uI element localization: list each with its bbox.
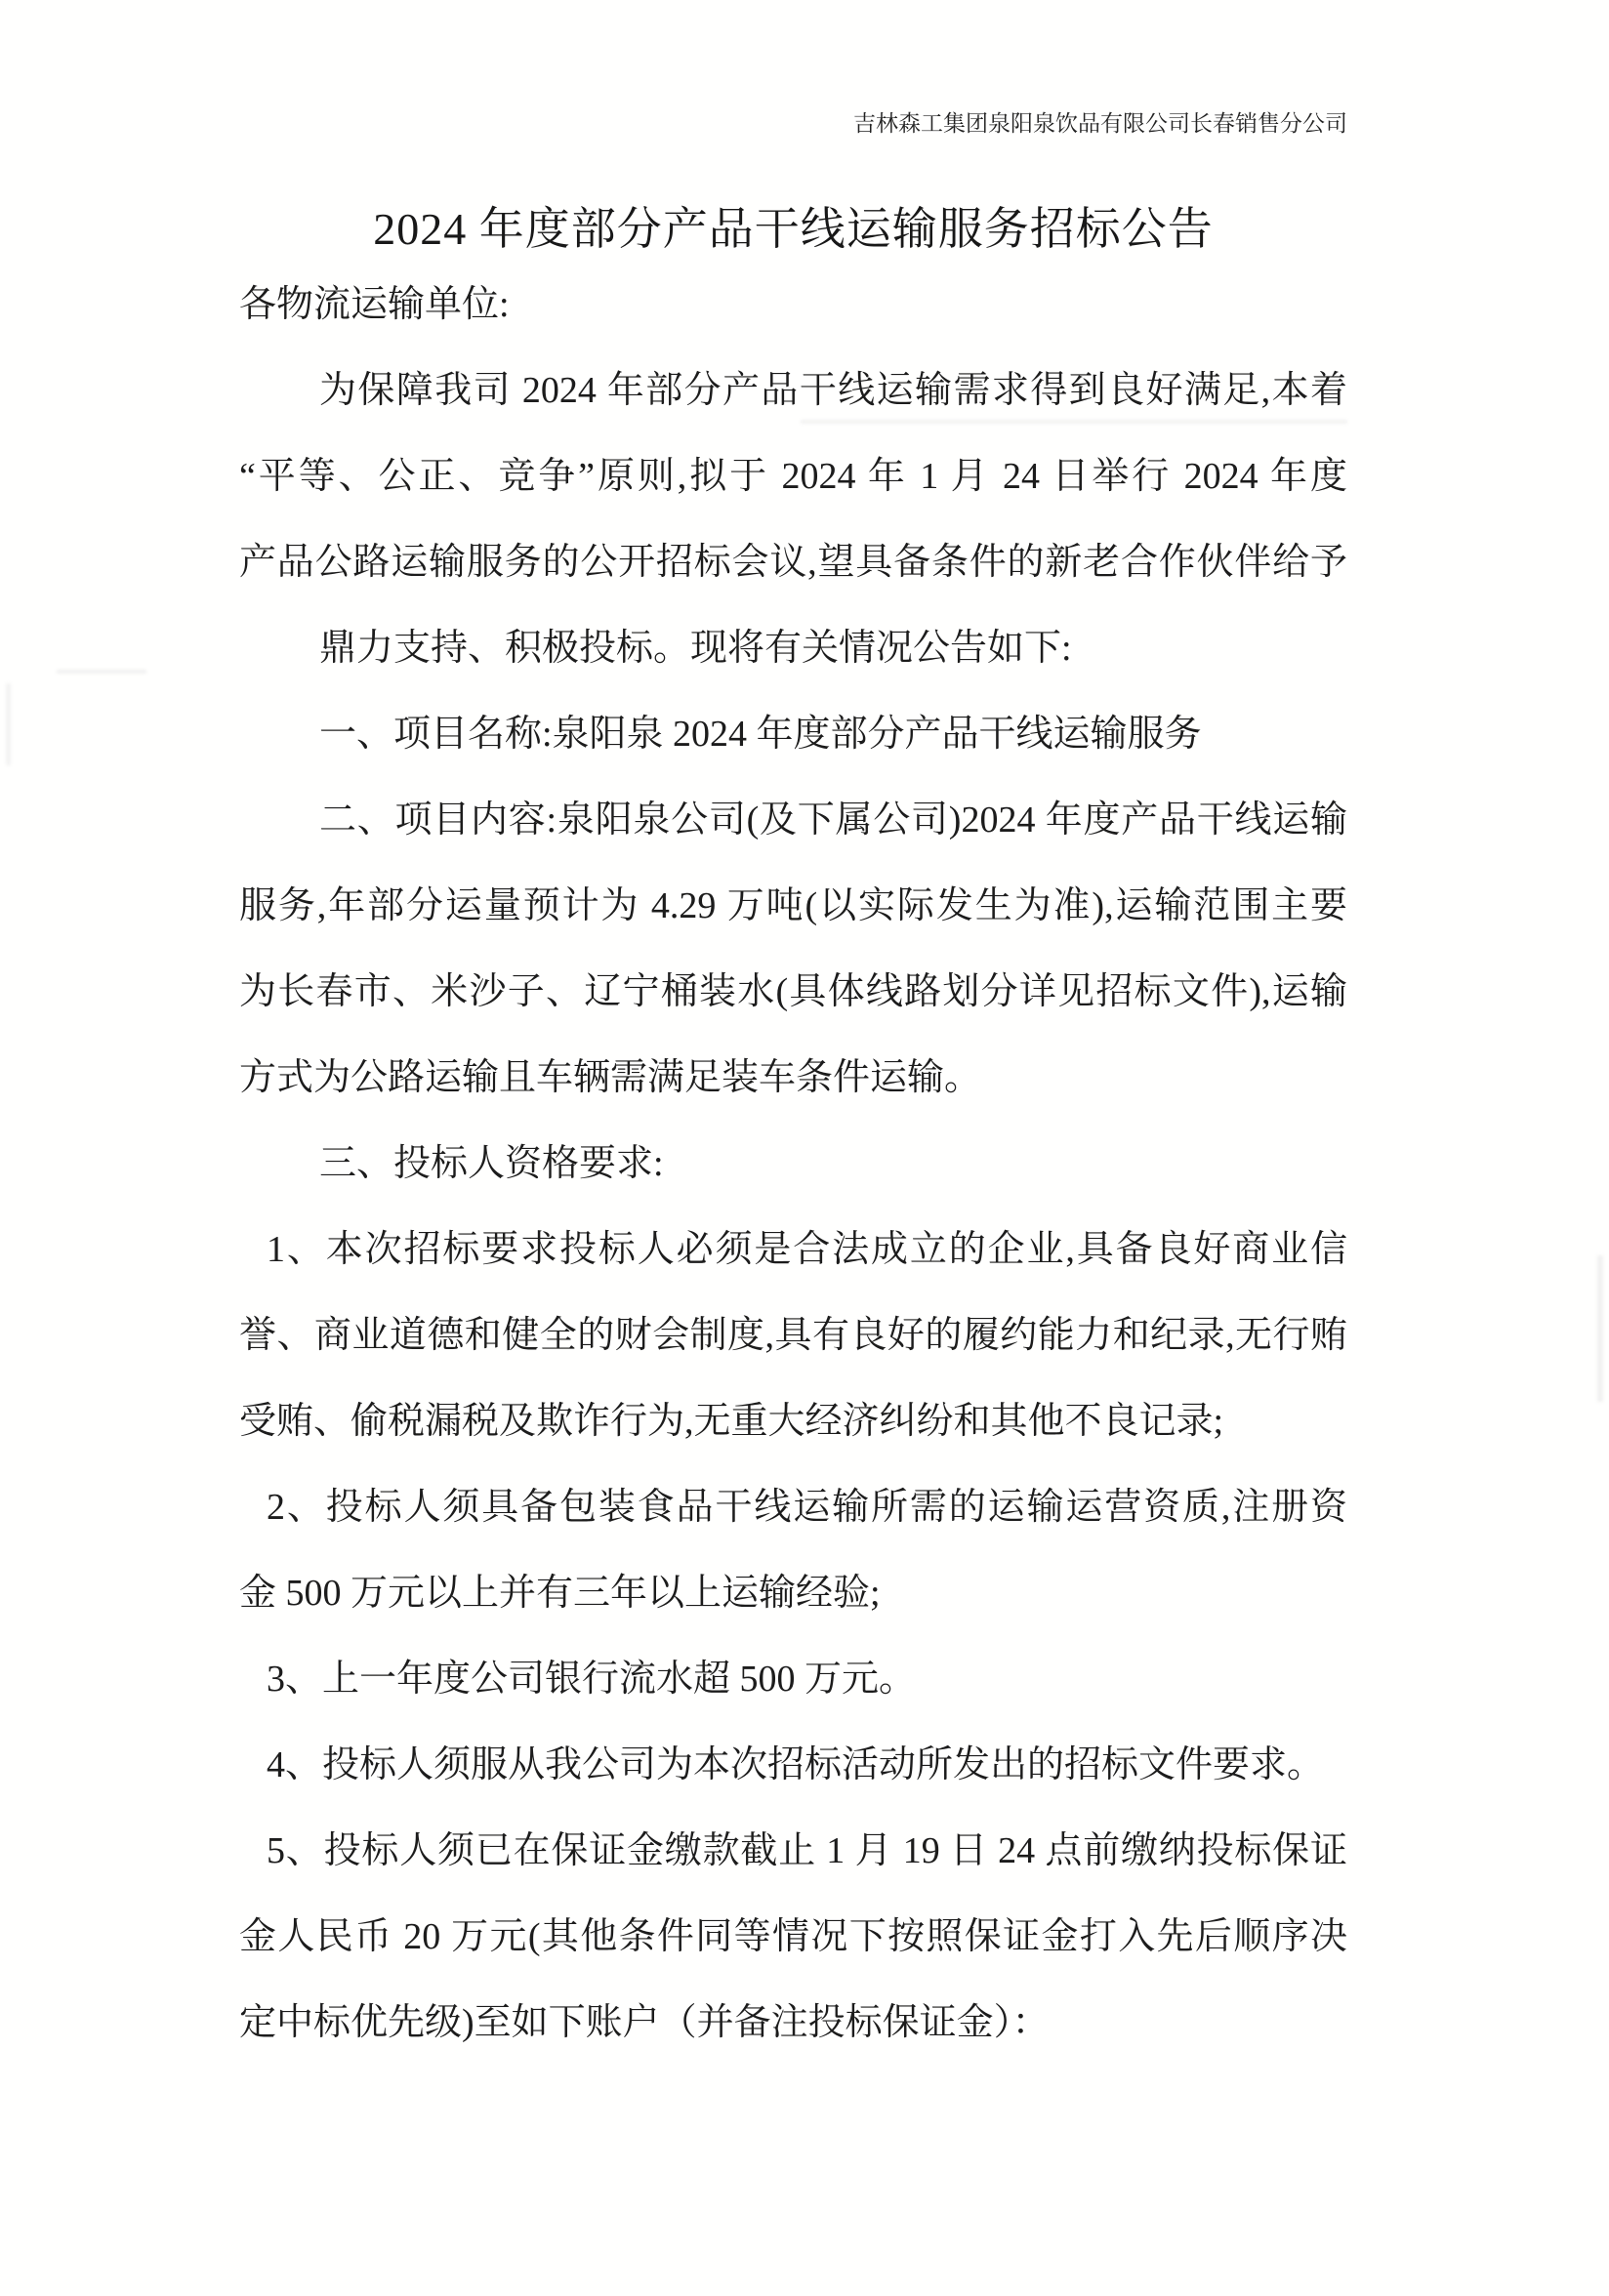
doc-line: 服务,年部分运量预计为 4.29 万吨(以实际发生为准),运输范围主要 xyxy=(239,885,1347,926)
doc-line-item-1: 一、项目名称:泉阳泉 2024 年度部分产品干线运输服务 xyxy=(319,714,1202,755)
doc-line-sub-4: 4、投标人须服从我公司为本次招标活动所发出的招标文件要求。 xyxy=(267,1744,1325,1785)
doc-line: 方式为公路运输且车辆需满足装车条件运输。 xyxy=(239,1057,982,1098)
doc-line: 鼎力支持、积极投标。现将有关情况公告如下: xyxy=(319,628,1072,669)
doc-line-item-3: 三、投标人资格要求: xyxy=(319,1143,664,1184)
scan-artifact xyxy=(1597,1255,1603,1402)
doc-line: 定中标优先级)至如下账户（并备注投标保证金）： xyxy=(239,2002,1050,2043)
doc-line: 金 500 万元以上并有三年以上运输经验; xyxy=(239,1573,881,1614)
doc-line-sub-3: 3、上一年度公司银行流水超 500 万元。 xyxy=(267,1659,917,1700)
doc-line: 为长春市、米沙子、辽宁桶装水(具体线路划分详见招标文件),运输 xyxy=(239,971,1347,1012)
doc-line-sub-1: 1、本次招标要求投标人必须是合法成立的企业,具备良好商业信 xyxy=(267,1229,1347,1270)
doc-title: 2024 年度部分产品干线运输服务招标公告 xyxy=(373,204,1214,254)
doc-line: 誉、商业道德和健全的财会制度,具有良好的履约能力和纪录,无行贿 xyxy=(239,1315,1347,1356)
company-header: 吉林森工集团泉阳泉饮品有限公司长春销售分公司 xyxy=(853,111,1347,136)
doc-line-sub-5: 5、投标人须已在保证金缴款截止 1 月 19 日 24 点前缴纳投标保证 xyxy=(267,1830,1347,1871)
doc-line: 为保障我司 2024 年部分产品干线运输需求得到良好满足,本着 xyxy=(319,370,1347,411)
scan-artifact xyxy=(801,420,1347,424)
doc-line: 金人民币 20 万元(其他条件同等情况下按照保证金打入先后顺序决 xyxy=(239,1916,1347,1957)
doc-line-salutation: 各物流运输单位: xyxy=(239,284,510,325)
doc-body xyxy=(239,262,1347,2066)
scan-artifact xyxy=(6,683,11,765)
doc-line: 受贿、偷税漏税及欺诈行为,无重大经济纠纷和其他不良记录; xyxy=(239,1401,1224,1442)
doc-line-item-2: 二、项目内容:泉阳泉公司(及下属公司)2024 年度产品干线运输 xyxy=(319,800,1347,840)
doc-line: “平等、公正、竞争”原则,拟于 2024 年 1 月 24 日举行 2024 年度 xyxy=(239,456,1347,497)
doc-line-sub-2: 2、投标人须具备包装食品干线运输所需的运输运营资质,注册资 xyxy=(267,1487,1347,1528)
doc-line: 产品公路运输服务的公开招标会议,望具备条件的新老合作伙伴给予 xyxy=(239,542,1347,583)
scan-artifact xyxy=(57,670,146,674)
